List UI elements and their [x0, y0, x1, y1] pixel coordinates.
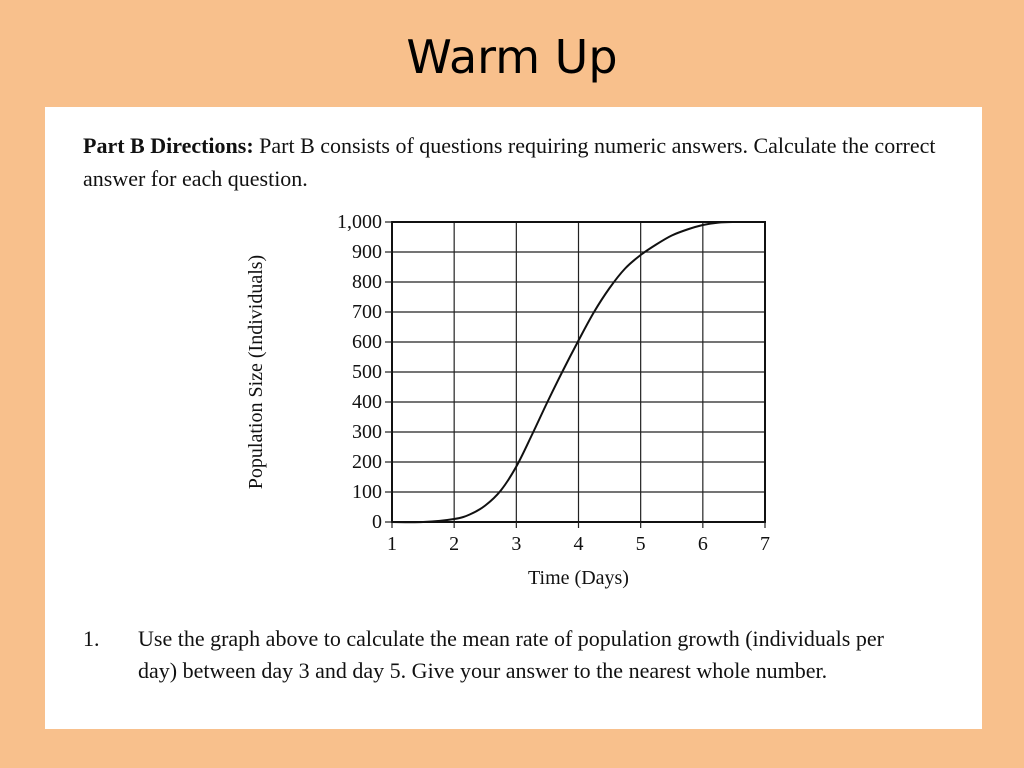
y-tick-label: 900: [352, 241, 382, 263]
directions: [83, 129, 943, 195]
directions-body: Part B consists of questions requiring numeric answers. Calculate the correct answer for each question.: [83, 133, 936, 191]
y-tick-label: 300: [352, 421, 382, 443]
y-tick-label: 0: [372, 511, 382, 533]
y-axis-label: Population Size (Individuals): [245, 254, 267, 490]
y-tick-label: 1,000: [337, 211, 382, 233]
y-tick-label: 400: [352, 391, 382, 413]
chart-grid: [392, 222, 765, 522]
y-tick-label: 200: [352, 451, 382, 473]
question-number: 1.: [83, 626, 100, 651]
slide-title: Warm Up: [406, 30, 618, 84]
x-tick-label: 2: [449, 533, 460, 555]
worksheet-panel: [45, 107, 982, 729]
x-tick-label: 6: [697, 533, 708, 555]
x-tick-label: 4: [573, 533, 584, 555]
y-tick-label: 500: [352, 361, 382, 383]
question-text: Use the graph above to calculate the mean rate of population growth (individuals per day) between day 3 and day 5. Give your answer to the nearest whole number.: [138, 626, 884, 683]
population-chart: [235, 207, 770, 597]
y-tick-label: 700: [352, 301, 382, 323]
y-tick-label: 600: [352, 331, 382, 353]
y-tick-label: 800: [352, 271, 382, 293]
x-axis-label: Time (Days): [528, 567, 629, 589]
y-tick-label: 100: [352, 481, 382, 503]
chart-ticks: [337, 211, 770, 555]
x-tick-label: 7: [760, 533, 770, 555]
x-tick-label: 3: [511, 533, 522, 555]
x-tick-label: 5: [635, 533, 646, 555]
directions-heading: Part B Directions:: [83, 133, 254, 158]
x-tick-label: 1: [387, 533, 397, 555]
